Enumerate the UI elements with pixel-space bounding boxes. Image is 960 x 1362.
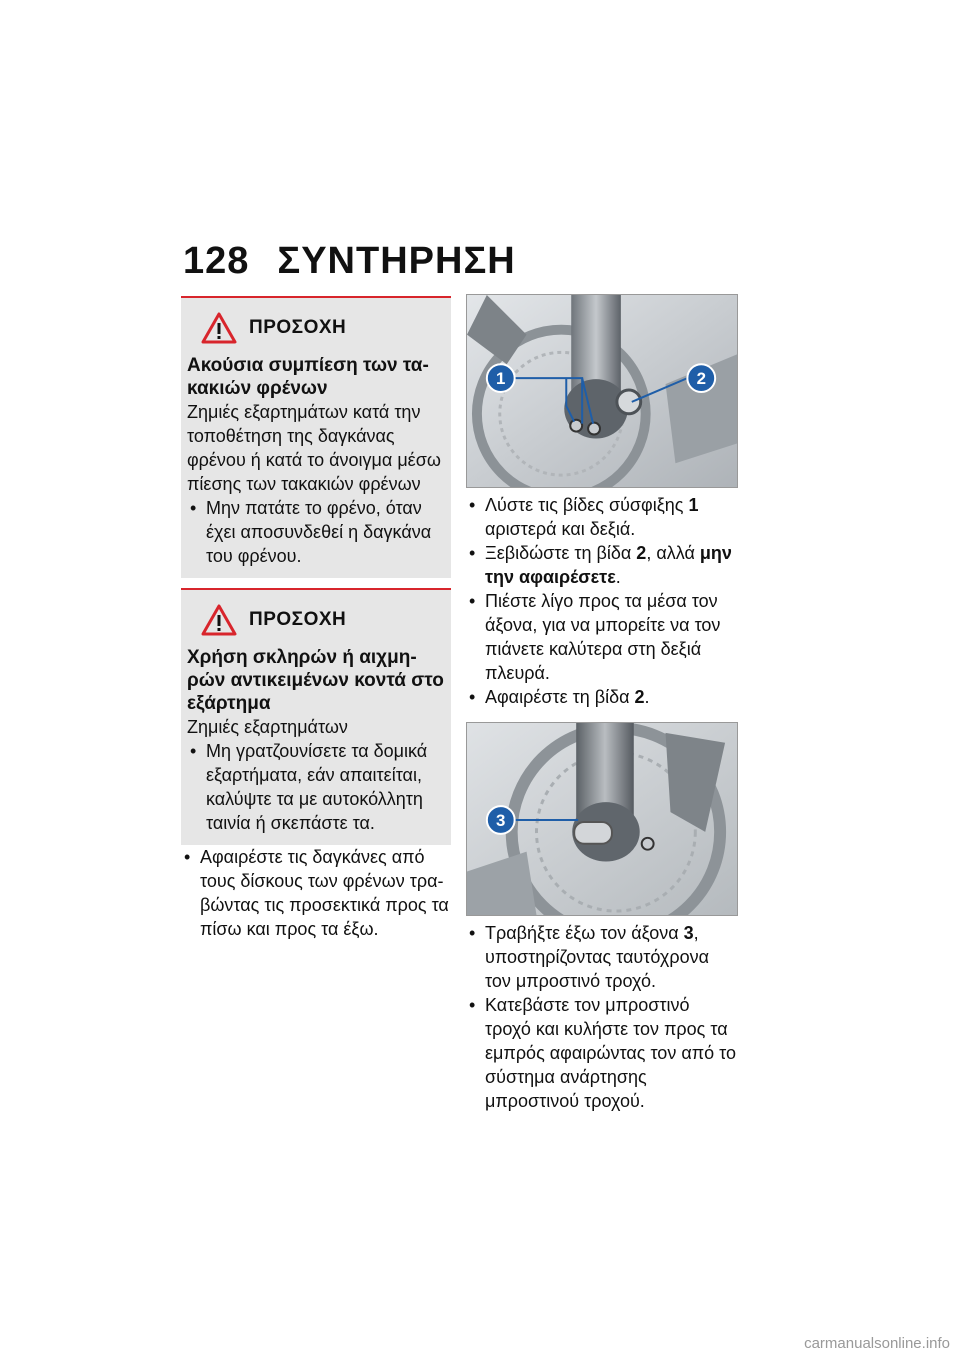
page-number: 128 xyxy=(183,240,250,282)
step-item xyxy=(466,685,738,709)
step-text: Αφαιρέστε τη βίδα xyxy=(485,687,635,707)
step-text: Λύστε τις βίδες σύσφιξης xyxy=(485,495,689,515)
warning-title: ΠΡΟΣΟΧΗ xyxy=(249,609,347,630)
step-ref: 3 xyxy=(683,923,694,943)
footer-watermark: carmanualsonline.info xyxy=(804,1335,950,1352)
step-text: Πιέστε λίγο προς τα μέσα τον άξονα, για να μπορείτε να τον πιάνετε καλύτερα στη δεξιά πλευρά. xyxy=(485,591,721,683)
step-emphasis: μην την αφαιρέσετε xyxy=(485,543,732,587)
warning-text: Ζημιές εξαρτημάτων xyxy=(187,717,348,737)
warning-header xyxy=(201,312,445,344)
steps-block-2 xyxy=(466,921,738,1113)
step-item xyxy=(466,921,738,993)
figure-axle-removal xyxy=(466,722,738,916)
figure-axle-screws xyxy=(466,294,738,488)
step-text: . xyxy=(615,567,621,587)
warning-text: Ζημιές εξαρτημάτων κατά την τοποθέτηση της δαγκάνας φρένου ή κατά το άνοιγμα μέσω πίεσης των τακακιών φρένων xyxy=(187,402,441,494)
step-item xyxy=(466,541,738,589)
section-title: ΣΥΝΤΗΡΗΣΗ xyxy=(277,240,516,282)
warning-triangle-icon xyxy=(201,312,237,344)
step-item xyxy=(466,993,738,1113)
page-header xyxy=(183,240,516,283)
step-item: • Αφαιρέστε τις δαγκάνες από τους δίσκους των φρένων τρα-βώντας τις προσεκτικά προς τα πίσω και προς τα έξω. xyxy=(181,845,451,941)
step-text: Ξεβιδώστε τη βίδα xyxy=(485,543,637,563)
warning-box-2 xyxy=(181,588,451,845)
warning-subtitle: Χρήση σκληρών ή αιχμη-ρών αντικειμένων κοντά στο εξάρτημα xyxy=(187,647,444,714)
step-text: αριστερά και δεξιά. xyxy=(485,519,636,539)
figure-illustration xyxy=(467,295,737,487)
step-ref: 2 xyxy=(634,687,645,707)
figure-illustration xyxy=(467,723,737,915)
step-text: , αλλά xyxy=(646,543,700,563)
warning-bullets xyxy=(187,739,445,835)
step-text: Κατεβάστε τον μπροστινό τροχό και κυλήστε τον προς τα εμπρός αφαιρώντας τον από το σύστημα ανάρτησης μπροστινού τροχού. xyxy=(485,995,737,1111)
warning-bullet: • Μη γρατζουνίσετε τα δομικά εξαρτήματα, εάν απαιτείται, καλύψτε τα με αυτοκόλλητη ταινία ή σκεπάστε τα. xyxy=(187,739,445,835)
callout-2: 2 xyxy=(696,369,706,389)
right-column xyxy=(466,294,738,1113)
step-text: Τραβήξτε έξω τον άξονα xyxy=(485,923,684,943)
steps-block-1 xyxy=(466,493,738,709)
warning-triangle-icon xyxy=(201,604,237,636)
step-ref: 2 xyxy=(636,543,647,563)
step-item xyxy=(466,493,738,541)
warning-bullet: • Μην πατάτε το φρένο, όταν έχει αποσυνδεθεί η δαγκάνα του φρένου. xyxy=(187,496,445,568)
step-item xyxy=(466,589,738,685)
left-steps xyxy=(181,845,451,941)
step-text: , υποστηρίζοντας ταυτόχρονα τον μπροστινό τροχό. xyxy=(485,923,710,991)
warning-subtitle: Ακούσια συμπίεση των τα-κακιών φρένων xyxy=(187,355,429,399)
warning-box-1 xyxy=(181,296,451,578)
callout-1: 1 xyxy=(496,369,506,389)
step-text: . xyxy=(644,687,650,707)
left-column xyxy=(181,296,451,941)
warning-title: ΠΡΟΣΟΧΗ xyxy=(249,317,347,338)
warning-bullets xyxy=(187,496,445,568)
warning-header xyxy=(201,604,445,636)
step-ref: 1 xyxy=(688,495,699,515)
callout-3: 3 xyxy=(496,810,506,830)
